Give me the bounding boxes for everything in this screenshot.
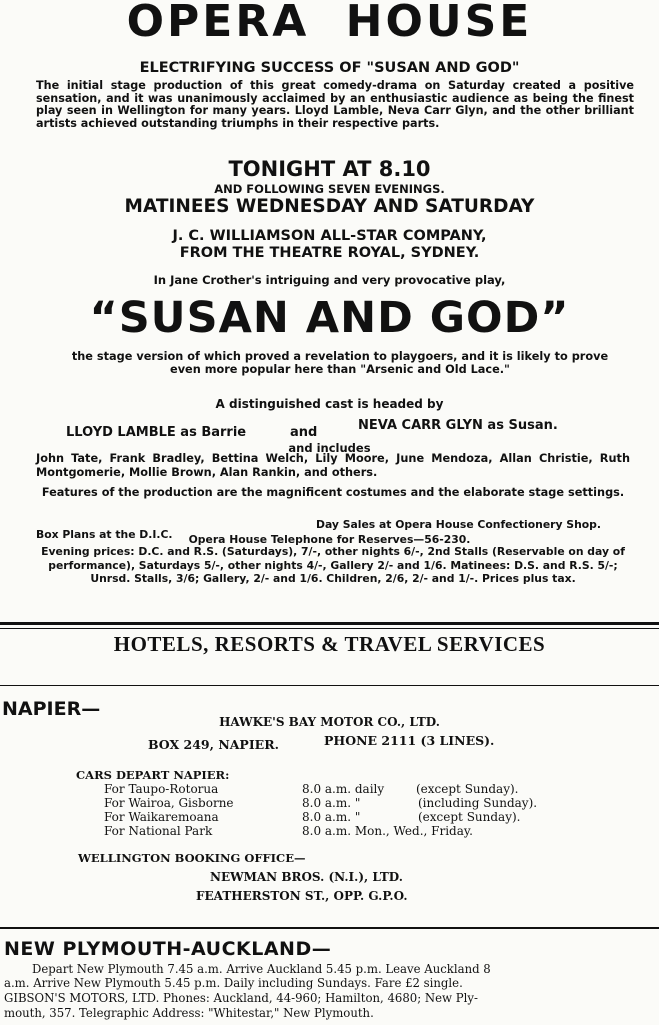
napier-box: BOX 249, NAPIER. — [148, 737, 279, 752]
tonight-heading: TONIGHT AT 8.10 — [228, 157, 431, 181]
schedule-time: 8.0 a.m. " — [302, 810, 361, 824]
booking-office-heading: WELLINGTON BOOKING OFFICE— — [78, 851, 306, 865]
following-evenings: AND FOLLOWING SEVEN EVENINGS. — [214, 182, 445, 196]
new-plymouth-line-3: GIBSON'S MOTORS, LTD. Phones: Auckland, 44-960; Hamilton, 4680; New Ply- — [4, 991, 478, 1005]
schedule-time: 8.0 a.m. " — [302, 796, 361, 810]
napier-phone: PHONE 2111 (3 LINES). — [324, 733, 495, 748]
distinguished-cast-line: A distinguished cast is headed by — [215, 397, 444, 411]
section-divider — [0, 927, 659, 929]
day-sales: Day Sales at Opera House Confectionery Shop. — [316, 518, 602, 531]
schedule-note: (including Sunday). — [418, 796, 538, 810]
section-divider — [0, 622, 659, 625]
new-plymouth-line-1: Depart New Plymouth 7.45 a.m. Arrive Auckland 5.45 p.m. Leave Auckland 8 — [32, 962, 491, 976]
lead-and: and — [290, 425, 318, 440]
lead-actor-2: NEVA CARR GLYN as Susan. — [358, 418, 558, 433]
play-title: “SUSAN AND GOD” — [89, 293, 570, 343]
schedule-destination: For Taupo-Rotorua — [104, 782, 219, 796]
box-plans: Box Plans at the D.I.C. — [36, 528, 173, 541]
schedule-destination: For Waikaremoana — [104, 810, 219, 824]
section-divider — [0, 628, 659, 629]
telephone-line: Opera House Telephone for Reserves—56-230. — [188, 533, 471, 546]
schedule-note: (except Sunday). — [416, 782, 519, 796]
napier-heading: NAPIER— — [2, 698, 101, 720]
play-intro-line: In Jane Crother's intriguing and very provocative play, — [153, 273, 506, 287]
new-plymouth-heading: NEW PLYMOUTH-AUCKLAND— — [4, 938, 332, 960]
schedule-note: (except Sunday). — [418, 810, 521, 824]
hotels-heading: HOTELS, RESORTS & TRAVEL SERVICES — [113, 632, 546, 656]
newman-bros: NEWMAN BROS. (N.I.), LTD. — [210, 870, 403, 884]
schedule-destination: For National Park — [104, 824, 213, 838]
cast-includes: and includes — [288, 441, 371, 455]
new-plymouth-line-2: a.m. Arrive New Plymouth 5.45 p.m. Daily including Sundays. Fare £2 single. — [4, 976, 463, 990]
company-line: J. C. WILLIAMSON ALL-STAR COMPANY, — [172, 228, 487, 244]
napier-company: HAWKE'S BAY MOTOR CO., LTD. — [219, 715, 440, 729]
opera-intro-paragraph: The initial stage production of this great comedy-drama on Saturday created a positive sensation, and it was unanimously acclaimed by an enthusiastic audience as being the finest play seen in Wellington for many years. Lloyd Lamble, Neva Carr Glyn, and the other brilliant artists achieved outstanding triumphs in their respective parts. — [36, 79, 634, 130]
schedule-destination: For Wairoa, Gisborne — [104, 796, 234, 810]
features-paragraph: Features of the production are the magnificent costumes and the elaborate stage settings. — [41, 486, 625, 499]
opera-subtitle: ELECTRIFYING SUCCESS OF "SUSAN AND GOD" — [139, 60, 520, 76]
schedule-time: 8.0 a.m. Mon., Wed., Friday. — [302, 824, 473, 838]
lead-actor-1: LLOYD LAMBLE as Barrie — [66, 425, 247, 440]
cars-depart-heading: CARS DEPART NAPIER: — [76, 768, 230, 782]
new-plymouth-line-4: mouth, 357. Telegraphic Address: "Whitestar," New Plymouth. — [4, 1006, 374, 1020]
schedule-time: 8.0 a.m. daily — [302, 782, 385, 796]
stage-version-paragraph: the stage version of which proved a revelation to playgoers, and it is likely to prove even more popular here than "Arsenic and Old Lace." — [71, 350, 609, 376]
from-theatre-line: FROM THE THEATRE ROYAL, SYDNEY. — [179, 245, 480, 261]
matinees-heading: MATINEES WEDNESDAY AND SATURDAY — [124, 196, 535, 217]
featherston-address: FEATHERSTON ST., OPP. G.P.O. — [196, 889, 408, 903]
prices-paragraph: Evening prices: D.C. and R.S. (Saturdays), 7/-, other nights 6/-, 2nd Stalls (Reservable on day of performance), Saturdays 5/-, other nights 4/-, Gallery 2/- and 1/6. Matinees: D.S. and R.S. 5/-; Unrsd. Stalls, 3/6; Gallery, 2/- and 1/6. Children, 2/6, 2/- and 1/-. Prices plus tax. — [41, 545, 625, 585]
opera-house-title: OPERA HOUSE — [126, 0, 533, 47]
section-divider — [0, 685, 659, 686]
supporting-cast-paragraph: John Tate, Frank Bradley, Bettina Welch, Lily Moore, June Mendoza, Allan Christie, Ruth Montgomerie, Mollie Brown, Alan Rankin, and others. — [36, 452, 630, 479]
